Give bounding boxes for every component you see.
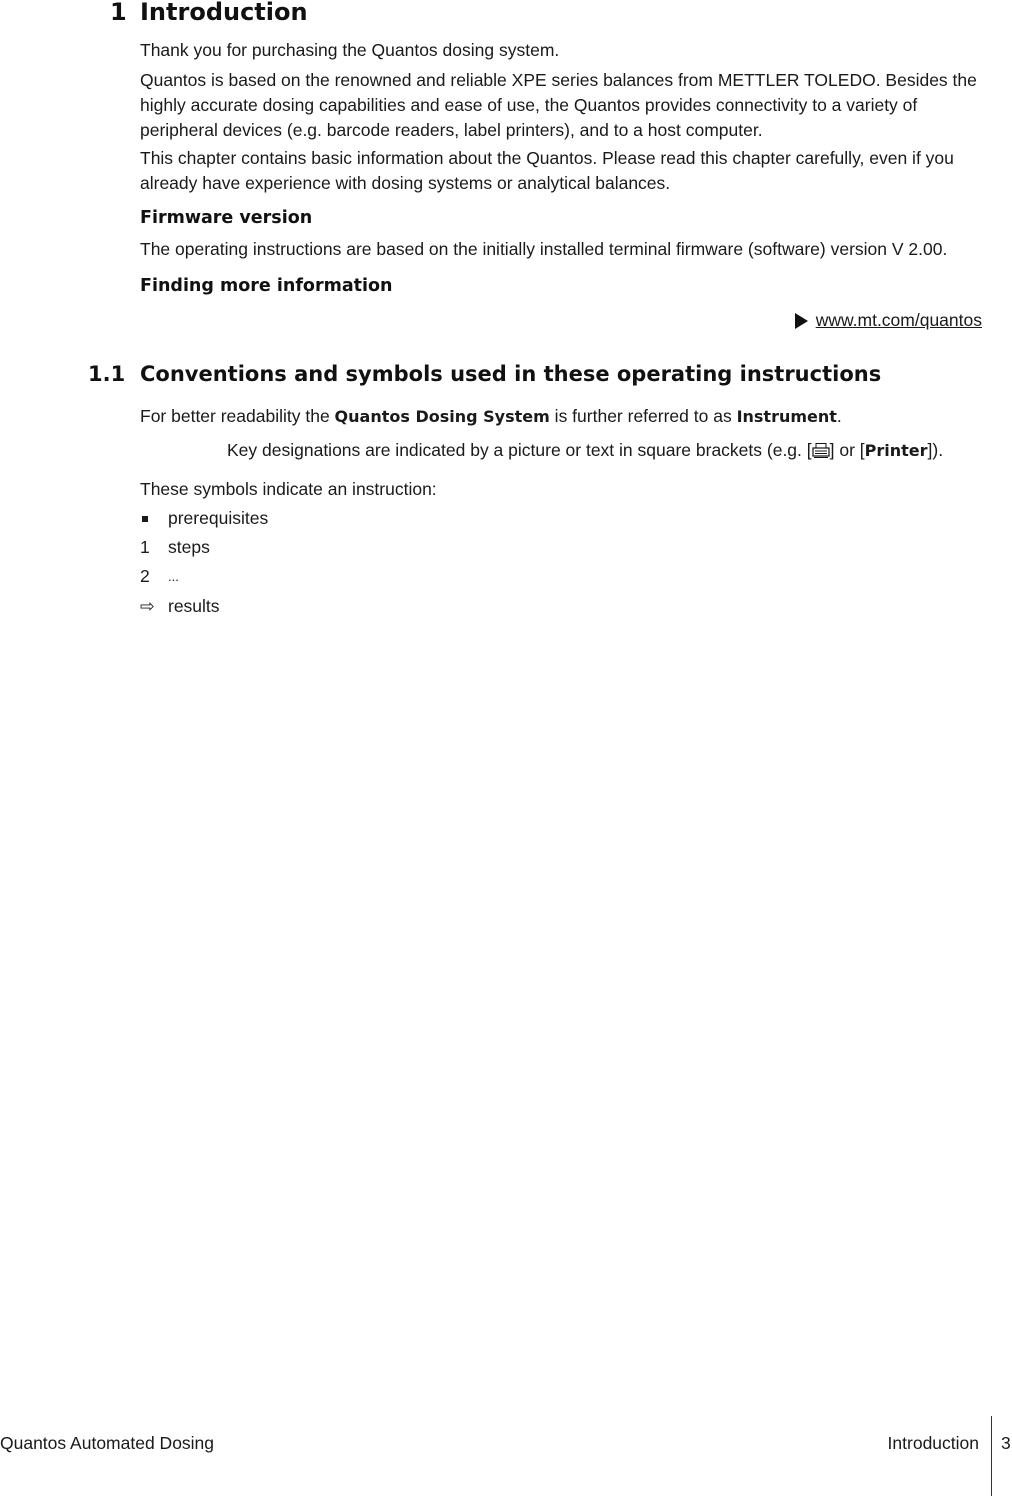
printer-icon: [812, 443, 830, 458]
product-name: Quantos Dosing System: [334, 407, 550, 426]
section-title: Conventions and symbols used in these operating instructions: [140, 362, 882, 386]
readability-text: For better readability the: [140, 406, 335, 426]
list-item-text: prerequisites: [168, 508, 269, 528]
readability-paragraph: [140, 404, 842, 429]
firmware-heading: Firmware version: [140, 208, 313, 228]
list-item-text: ...: [168, 569, 179, 584]
footer-page-number: 3: [1001, 1433, 1011, 1453]
intro-paragraph-2-line: Quantos is based on the renowned and reliable XPE series balances from METTLER TOLEDO. Besides the: [140, 70, 977, 90]
section-number: 1.1: [88, 362, 126, 386]
key-designations-paragraph: [227, 438, 943, 463]
section-heading: [88, 362, 882, 386]
more-info-heading: Finding more information: [140, 276, 393, 296]
chapter-title: Introduction: [140, 0, 308, 26]
list-item-marker: 2: [140, 566, 150, 586]
printer-key-label: Printer: [864, 441, 928, 460]
intro-paragraph-2: [140, 68, 977, 143]
chapter-number: 1: [110, 0, 127, 26]
readability-text: .: [836, 406, 842, 426]
chapter-heading: [110, 0, 308, 26]
readability-text: is further referred to as: [549, 406, 737, 426]
firmware-text: The operating instructions are based on the initially installed terminal firmware (software) version V 2.00.: [140, 239, 948, 259]
intro-paragraph-3-line: already have experience with dosing systems or analytical balances.: [140, 173, 671, 193]
footer-section-name: Introduction: [887, 1433, 979, 1453]
key-designations-text: ]).: [927, 440, 944, 460]
footer-document-title: Quantos Automated Dosing: [0, 1433, 215, 1453]
instrument-term: Instrument: [736, 407, 837, 426]
intro-paragraph-1: Thank you for purchasing the Quantos dosing system.: [140, 40, 560, 60]
quantos-website-link[interactable]: www.mt.com/quantos: [815, 310, 982, 330]
bullet-square-icon: [142, 516, 148, 522]
list-item-text: steps: [168, 537, 210, 557]
key-designations-text: Key designations are indicated by a picture or text in square brackets (e.g. [: [227, 440, 812, 460]
result-arrow-icon: ⇨: [140, 596, 155, 616]
footer-divider: [991, 1416, 992, 1496]
intro-paragraph-2-line: peripheral devices (e.g. barcode readers, label printers), and to a host computer.: [140, 120, 763, 140]
intro-paragraph-2-line: highly accurate dosing capabilities and ease of use, the Quantos provides connectivity to a variety of: [140, 95, 918, 115]
more-info-link-row: [795, 310, 982, 331]
symbols-intro: These symbols indicate an instruction:: [140, 479, 437, 499]
key-designations-text: ] or [: [829, 440, 865, 460]
list-item-text: results: [168, 596, 220, 616]
intro-paragraph-3-line: This chapter contains basic information about the Quantos. Please read this chapter carefully, even if you: [140, 148, 954, 168]
intro-paragraph-3: [140, 146, 954, 196]
play-arrow-icon: [795, 313, 808, 329]
list-item-marker: 1: [140, 537, 150, 557]
